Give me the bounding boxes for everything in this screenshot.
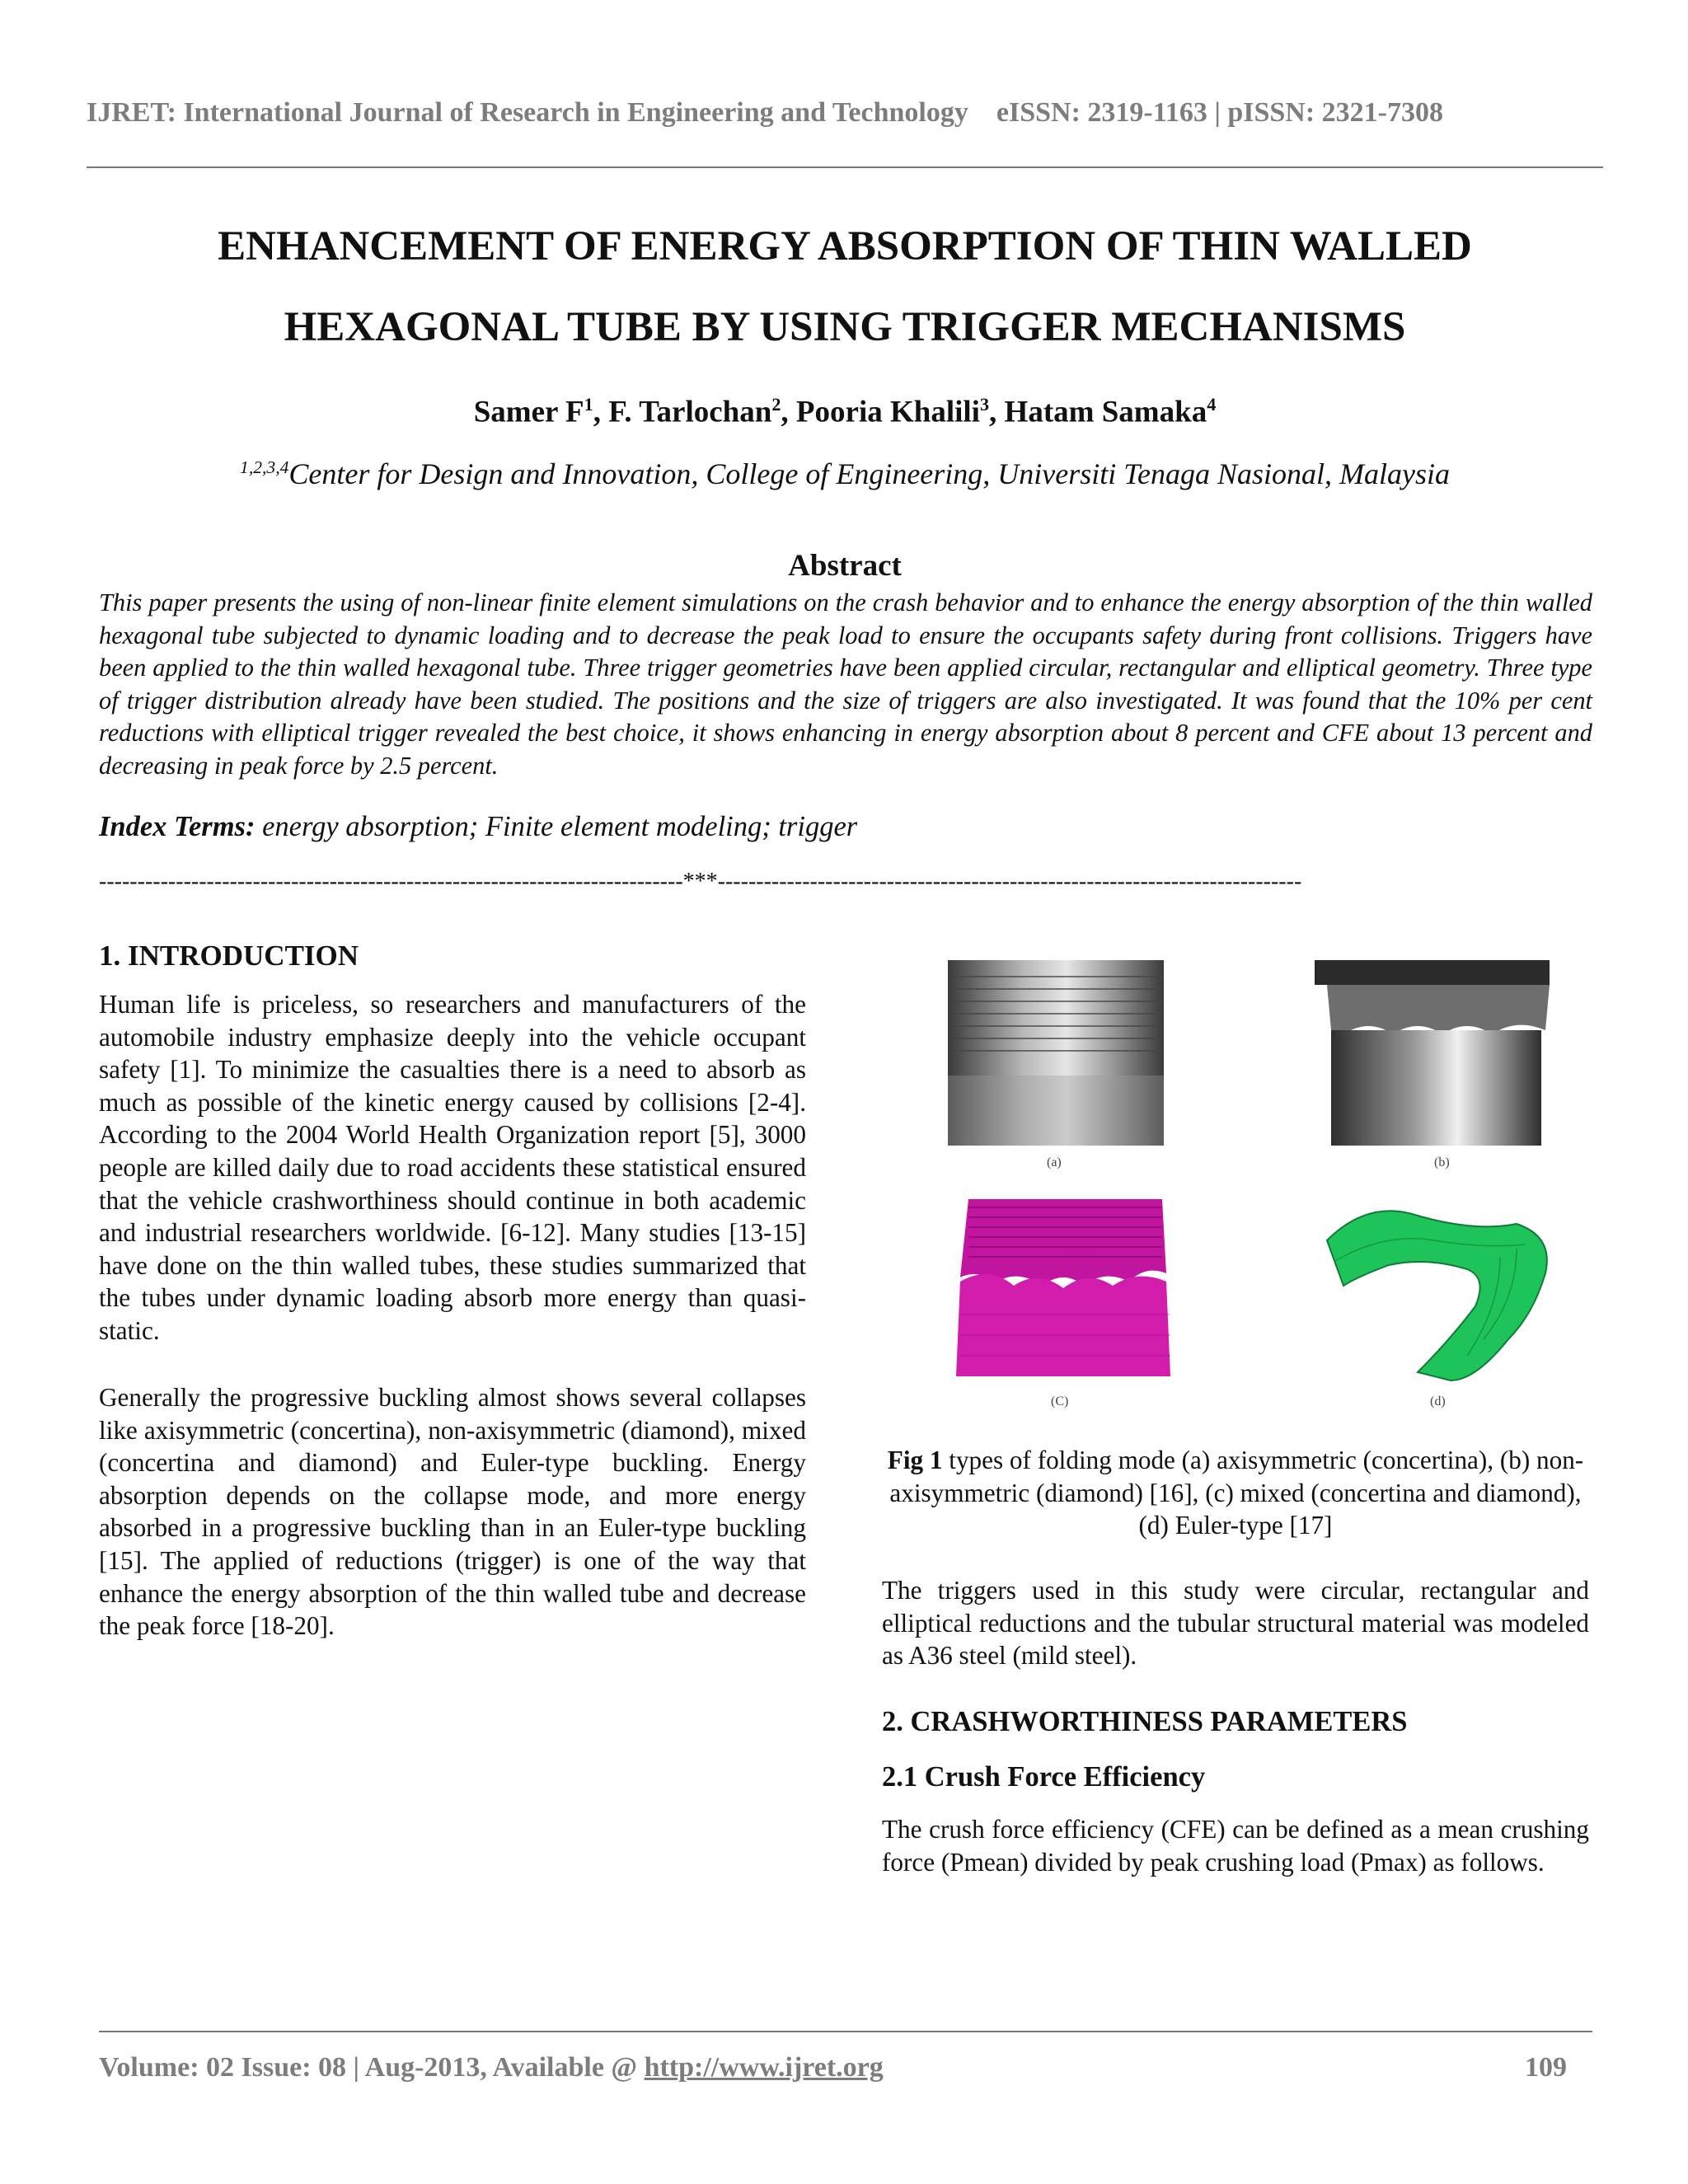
author-sup: 4 <box>1207 394 1217 415</box>
figure-panel-b <box>1315 960 1550 1169</box>
title-line-2: HEXAGONAL TUBE BY USING TRIGGER MECHANISMS <box>284 304 1406 350</box>
panel-label-c: (C) <box>1051 1394 1069 1408</box>
figure-panel-d <box>1327 1211 1547 1408</box>
index-terms-label: Index Terms: <box>99 811 256 842</box>
footer-info <box>99 2052 884 2083</box>
author-name: Hatam Samaka <box>1004 395 1207 429</box>
intro-paragraph-1: Human life is priceless, so researchers and manufacturers of the automobile industry emphasize deeply into the vehicle occupant safety [1]. To minimize the casualties there is a need to absorb as much as possible of the kinetic energy caused by collisions [2-4]. According to the 2004 World Health Organization report [5], 3000 people are killed daily due to road accidents these statistical ensured that the vehicle crashworthiness should continue in both academic and industrial researchers worldwide. [6-12]. Many studies [13-15] have done on the thin walled tubes, these studies summarized that the tubes under dynamic loading absorb more energy than quasi-static. <box>99 990 806 1345</box>
section-2-heading: 2. CRASHWORTHINESS PARAMETERS <box>882 1706 1408 1737</box>
author-sup: 2 <box>771 394 781 415</box>
title-line-1: ENHANCEMENT OF ENERGY ABSORPTION OF THIN WALLED <box>218 223 1472 269</box>
intro-heading: 1. INTRODUCTION <box>99 940 359 972</box>
page-number: 109 <box>1525 2052 1567 2083</box>
author-name: F. Tarlochan <box>608 395 772 429</box>
section-2-1-heading: 2.1 Crush Force Efficiency <box>882 1761 1206 1793</box>
affiliation <box>99 457 1591 491</box>
cfe-paragraph: The crush force efficiency (CFE) can be defined as a mean crushing force (Pmean) divided by peak crushing load (Pmax) as follows. <box>882 1815 1589 1877</box>
affiliation-sup: 1,2,3,4 <box>240 457 289 477</box>
triggers-paragraph: The triggers used in this study were circular, rectangular and elliptical reductions and the tubular structural material was modeled as A36 steel (mild steel). <box>882 1576 1589 1671</box>
footer-rule <box>99 2031 1592 2032</box>
journal-name: IJRET: International Journal of Research in Engineering and Technology <box>87 97 968 128</box>
figure-caption <box>882 1444 1589 1542</box>
header-rule <box>87 166 1603 168</box>
journal-issn: eISSN: 2319-1163 | pISSN: 2321-7308 <box>996 97 1443 128</box>
section-divider: ----------------------------------------------------------------------------***---------------------------------------------------------------------------- <box>99 869 1302 894</box>
figure-panel-a <box>948 960 1164 1169</box>
index-terms-text: energy absorption; Finite element modeling; trigger <box>255 811 858 842</box>
author-name: Pooria Khalili <box>795 395 980 429</box>
abstract-heading: Abstract <box>788 549 902 583</box>
author-sup: 3 <box>979 394 990 415</box>
paper-title <box>99 206 1591 368</box>
panel-label-b: (b) <box>1434 1155 1450 1169</box>
panel-label-a: (a) <box>1047 1155 1062 1169</box>
footer-volume-text: Volume: 02 Issue: 08 | Aug-2013, Available @ <box>99 2052 645 2083</box>
figure-caption-label: Fig 1 <box>887 1446 943 1474</box>
figure-caption-text: types of folding mode (a) axisymmetric (concertina), (b) non-axisymmetric (diamond) [16], (c) mixed (concertina and diamond), (d) Euler-type [17] <box>889 1446 1584 1540</box>
journal-link[interactable]: http://www.ijret.org <box>644 2052 884 2083</box>
author-list: Samer $F^1$, F. Tarlochan$^2$, Pooria Khalili$^3$, Hatam Samaka$^4$ <box>473 394 1217 429</box>
index-terms <box>99 811 1592 843</box>
panel-label-d: (d) <box>1430 1394 1446 1408</box>
figure-panel-c <box>956 1199 1170 1408</box>
author-name: Samer F <box>473 395 584 429</box>
journal-header <box>87 97 1620 129</box>
figure-folding-modes <box>940 952 1558 1413</box>
intro-paragraph-2: Generally the progressive buckling almost shows several collapses like axisymmetric (concertina), non-axisymmetric (diamond), mixed (concertina and diamond) and Euler-type buckling. Energy absorption depends on the collapse mode, and more energy absorbed in a progressive buckling than in an Euler-type buckling [15]. The applied of reductions (trigger) is one of the way that enhance the energy absorption of the thin walled tube and decrease the peak force [18-20]. <box>99 1383 806 1641</box>
affiliation-text: Center for Design and Innovation, College of Engineering, Universiti Tenaga Nasional, Malaysia <box>288 457 1450 490</box>
abstract-body: This paper presents the using of non-linear finite element simulations on the crash behavior and to enhance the energy absorption of the thin walled hexagonal tube subjected to dynamic loading and to decrease the peak load to ensure the occupants safety during front collisions. Triggers have been applied to the thin walled hexagonal tube. Three trigger geometries have been applied circular, rectangular and elliptical geometry. Three type of trigger distribution already have been studied. The positions and the size of triggers are also investigated. It was found that the 10% per cent reductions with elliptical trigger revealed the best choice, it shows enhancing in energy absorption about 8 percent and CFE about 13 percent and decreasing in peak force by 2.5 percent. <box>99 588 1592 780</box>
author-sup: 1 <box>584 394 593 415</box>
